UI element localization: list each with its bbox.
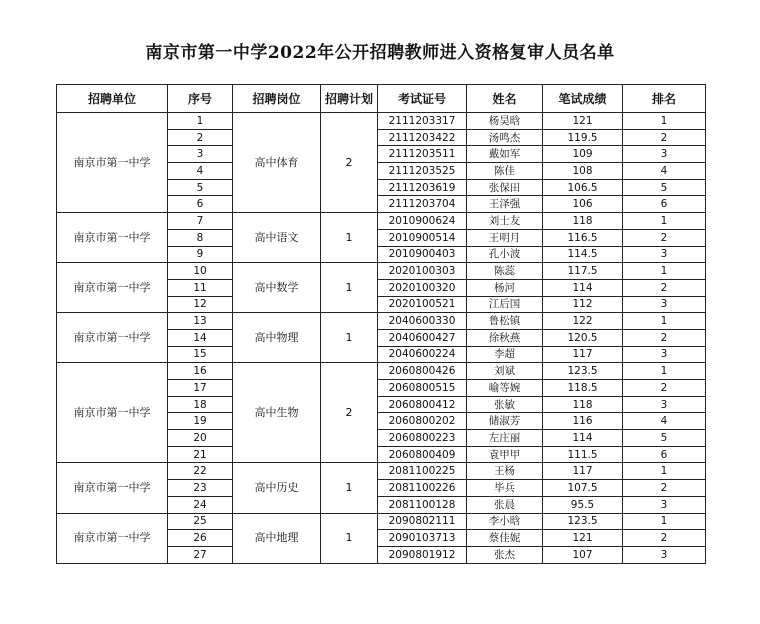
number-cell: 3 — [168, 146, 233, 163]
exam-id-cell: 2090802111 — [378, 513, 467, 530]
plan-cell: 2 — [321, 113, 378, 213]
number-cell: 2 — [168, 129, 233, 146]
header-post: 招聘岗位 — [233, 85, 321, 113]
name-cell: 张杰 — [467, 546, 543, 563]
exam-id-cell: 2060800412 — [378, 396, 467, 413]
score-cell: 119.5 — [543, 129, 623, 146]
name-cell: 李超 — [467, 346, 543, 363]
number-cell: 1 — [168, 113, 233, 130]
number-cell: 7 — [168, 213, 233, 230]
exam-id-cell: 2111203619 — [378, 179, 467, 196]
name-cell: 张晨 — [467, 496, 543, 513]
exam-id-cell: 2060800409 — [378, 446, 467, 463]
table-row — [57, 113, 706, 130]
number-cell: 20 — [168, 430, 233, 447]
exam-id-cell: 2010900403 — [378, 246, 467, 263]
score-cell: 118 — [543, 213, 623, 230]
name-cell: 王泽强 — [467, 196, 543, 213]
header-plan: 招聘计划 — [321, 85, 378, 113]
exam-id-cell: 2111203511 — [378, 146, 467, 163]
score-cell: 106 — [543, 196, 623, 213]
exam-id-cell: 2020100521 — [378, 296, 467, 313]
name-cell: 袁甲甲 — [467, 446, 543, 463]
rank-cell: 3 — [623, 546, 706, 563]
number-cell: 15 — [168, 346, 233, 363]
score-cell: 114.5 — [543, 246, 623, 263]
table-body — [57, 113, 706, 564]
name-cell: 张敏 — [467, 396, 543, 413]
plan-cell: 1 — [321, 263, 378, 313]
score-cell: 123.5 — [543, 363, 623, 380]
unit-cell: 南京市第一中学 — [57, 513, 168, 563]
plan-cell: 1 — [321, 513, 378, 563]
score-cell: 118 — [543, 396, 623, 413]
exam-id-cell: 2090103713 — [378, 530, 467, 547]
post-cell: 高中地理 — [233, 513, 321, 563]
unit-cell: 南京市第一中学 — [57, 213, 168, 263]
rank-cell: 3 — [623, 246, 706, 263]
score-cell: 108 — [543, 163, 623, 180]
plan-cell: 1 — [321, 313, 378, 363]
score-cell: 117 — [543, 346, 623, 363]
exam-id-cell: 2060800223 — [378, 430, 467, 447]
exam-id-cell: 2081100226 — [378, 480, 467, 497]
unit-cell: 南京市第一中学 — [57, 463, 168, 513]
number-cell: 5 — [168, 179, 233, 196]
rank-cell: 3 — [623, 396, 706, 413]
rank-cell: 2 — [623, 329, 706, 346]
exam-id-cell: 2081100225 — [378, 463, 467, 480]
number-cell: 6 — [168, 196, 233, 213]
name-cell: 杨昊晗 — [467, 113, 543, 130]
score-cell: 111.5 — [543, 446, 623, 463]
rank-cell: 6 — [623, 196, 706, 213]
exam-id-cell: 2060800515 — [378, 380, 467, 397]
exam-id-cell: 2111203525 — [378, 163, 467, 180]
name-cell: 喻等婉 — [467, 380, 543, 397]
exam-id-cell: 2111203704 — [378, 196, 467, 213]
unit-cell: 南京市第一中学 — [57, 263, 168, 313]
header-number: 序号 — [168, 85, 233, 113]
name-cell: 陈佳 — [467, 163, 543, 180]
score-cell: 123.5 — [543, 513, 623, 530]
name-cell: 徐秋燕 — [467, 329, 543, 346]
table-row — [57, 313, 706, 330]
name-cell: 江后国 — [467, 296, 543, 313]
exam-id-cell: 2020100303 — [378, 263, 467, 280]
name-cell: 刘士友 — [467, 213, 543, 230]
rank-cell: 4 — [623, 413, 706, 430]
rank-cell: 1 — [623, 363, 706, 380]
rank-cell: 1 — [623, 313, 706, 330]
rank-cell: 1 — [623, 263, 706, 280]
name-cell: 王杨 — [467, 463, 543, 480]
unit-cell: 南京市第一中学 — [57, 113, 168, 213]
name-cell: 孔小波 — [467, 246, 543, 263]
exam-id-cell: 2040600427 — [378, 329, 467, 346]
number-cell: 18 — [168, 396, 233, 413]
number-cell: 27 — [168, 546, 233, 563]
rank-cell: 2 — [623, 380, 706, 397]
number-cell: 23 — [168, 480, 233, 497]
table-row — [57, 513, 706, 530]
rank-cell: 1 — [623, 113, 706, 130]
header-score: 笔试成绩 — [543, 85, 623, 113]
name-cell: 汤鸣杰 — [467, 129, 543, 146]
name-cell: 毕兵 — [467, 480, 543, 497]
header-exam-id: 考试证号 — [378, 85, 467, 113]
score-cell: 116.5 — [543, 229, 623, 246]
rank-cell: 2 — [623, 279, 706, 296]
number-cell: 22 — [168, 463, 233, 480]
rank-cell: 3 — [623, 346, 706, 363]
score-cell: 121 — [543, 530, 623, 547]
name-cell: 李小晗 — [467, 513, 543, 530]
exam-id-cell: 2060800202 — [378, 413, 467, 430]
rank-cell: 5 — [623, 179, 706, 196]
rank-cell: 2 — [623, 129, 706, 146]
score-cell: 95.5 — [543, 496, 623, 513]
rank-cell: 6 — [623, 446, 706, 463]
post-cell: 高中数学 — [233, 263, 321, 313]
exam-id-cell: 2090801912 — [378, 546, 467, 563]
exam-id-cell: 2010900514 — [378, 229, 467, 246]
table-row — [57, 213, 706, 230]
name-cell: 刘斌 — [467, 363, 543, 380]
score-cell: 109 — [543, 146, 623, 163]
name-cell: 王明月 — [467, 229, 543, 246]
number-cell: 11 — [168, 279, 233, 296]
header-rank: 排名 — [623, 85, 706, 113]
name-cell: 鲁松镇 — [467, 313, 543, 330]
number-cell: 26 — [168, 530, 233, 547]
number-cell: 25 — [168, 513, 233, 530]
table-row — [57, 363, 706, 380]
name-cell: 储淑芳 — [467, 413, 543, 430]
header-name: 姓名 — [467, 85, 543, 113]
plan-cell: 1 — [321, 213, 378, 263]
number-cell: 19 — [168, 413, 233, 430]
rank-cell: 1 — [623, 213, 706, 230]
rank-cell: 2 — [623, 530, 706, 547]
plan-cell: 1 — [321, 463, 378, 513]
header-row — [57, 85, 706, 113]
score-cell: 114 — [543, 279, 623, 296]
number-cell: 21 — [168, 446, 233, 463]
rank-cell: 2 — [623, 229, 706, 246]
number-cell: 16 — [168, 363, 233, 380]
post-cell: 高中历史 — [233, 463, 321, 513]
table-row — [57, 263, 706, 280]
exam-id-cell: 2040600330 — [378, 313, 467, 330]
number-cell: 4 — [168, 163, 233, 180]
score-cell: 122 — [543, 313, 623, 330]
name-cell: 陈蕊 — [467, 263, 543, 280]
unit-cell: 南京市第一中学 — [57, 313, 168, 363]
name-cell: 张保田 — [467, 179, 543, 196]
score-cell: 112 — [543, 296, 623, 313]
candidate-table — [56, 84, 706, 564]
score-cell: 116 — [543, 413, 623, 430]
name-cell: 戴如军 — [467, 146, 543, 163]
name-cell: 左庄丽 — [467, 430, 543, 447]
exam-id-cell: 2111203317 — [378, 113, 467, 130]
number-cell: 12 — [168, 296, 233, 313]
name-cell: 蔡佳妮 — [467, 530, 543, 547]
post-cell: 高中语文 — [233, 213, 321, 263]
post-cell: 高中物理 — [233, 313, 321, 363]
rank-cell: 4 — [623, 163, 706, 180]
exam-id-cell: 2060800426 — [378, 363, 467, 380]
rank-cell: 3 — [623, 496, 706, 513]
number-cell: 13 — [168, 313, 233, 330]
rank-cell: 1 — [623, 513, 706, 530]
number-cell: 24 — [168, 496, 233, 513]
header-unit: 招聘单位 — [57, 85, 168, 113]
exam-id-cell: 2111203422 — [378, 129, 467, 146]
score-cell: 117 — [543, 463, 623, 480]
score-cell: 114 — [543, 430, 623, 447]
rank-cell: 1 — [623, 463, 706, 480]
post-cell: 高中体育 — [233, 113, 321, 213]
exam-id-cell: 2081100128 — [378, 496, 467, 513]
number-cell: 14 — [168, 329, 233, 346]
number-cell: 8 — [168, 229, 233, 246]
exam-id-cell: 2020100320 — [378, 279, 467, 296]
score-cell: 117.5 — [543, 263, 623, 280]
number-cell: 10 — [168, 263, 233, 280]
number-cell: 9 — [168, 246, 233, 263]
table-row — [57, 463, 706, 480]
document-title: 南京市第一中学2022年公开招聘教师进入资格复审人员名单 — [145, 43, 615, 63]
rank-cell: 5 — [623, 430, 706, 447]
score-cell: 120.5 — [543, 329, 623, 346]
score-cell: 118.5 — [543, 380, 623, 397]
score-cell: 107.5 — [543, 480, 623, 497]
score-cell: 121 — [543, 113, 623, 130]
number-cell: 17 — [168, 380, 233, 397]
name-cell: 杨河 — [467, 279, 543, 296]
score-cell: 107 — [543, 546, 623, 563]
score-cell: 106.5 — [543, 179, 623, 196]
exam-id-cell: 2010900624 — [378, 213, 467, 230]
exam-id-cell: 2040600224 — [378, 346, 467, 363]
unit-cell: 南京市第一中学 — [57, 363, 168, 463]
rank-cell: 3 — [623, 146, 706, 163]
rank-cell: 2 — [623, 480, 706, 497]
plan-cell: 2 — [321, 363, 378, 463]
post-cell: 高中生物 — [233, 363, 321, 463]
rank-cell: 3 — [623, 296, 706, 313]
